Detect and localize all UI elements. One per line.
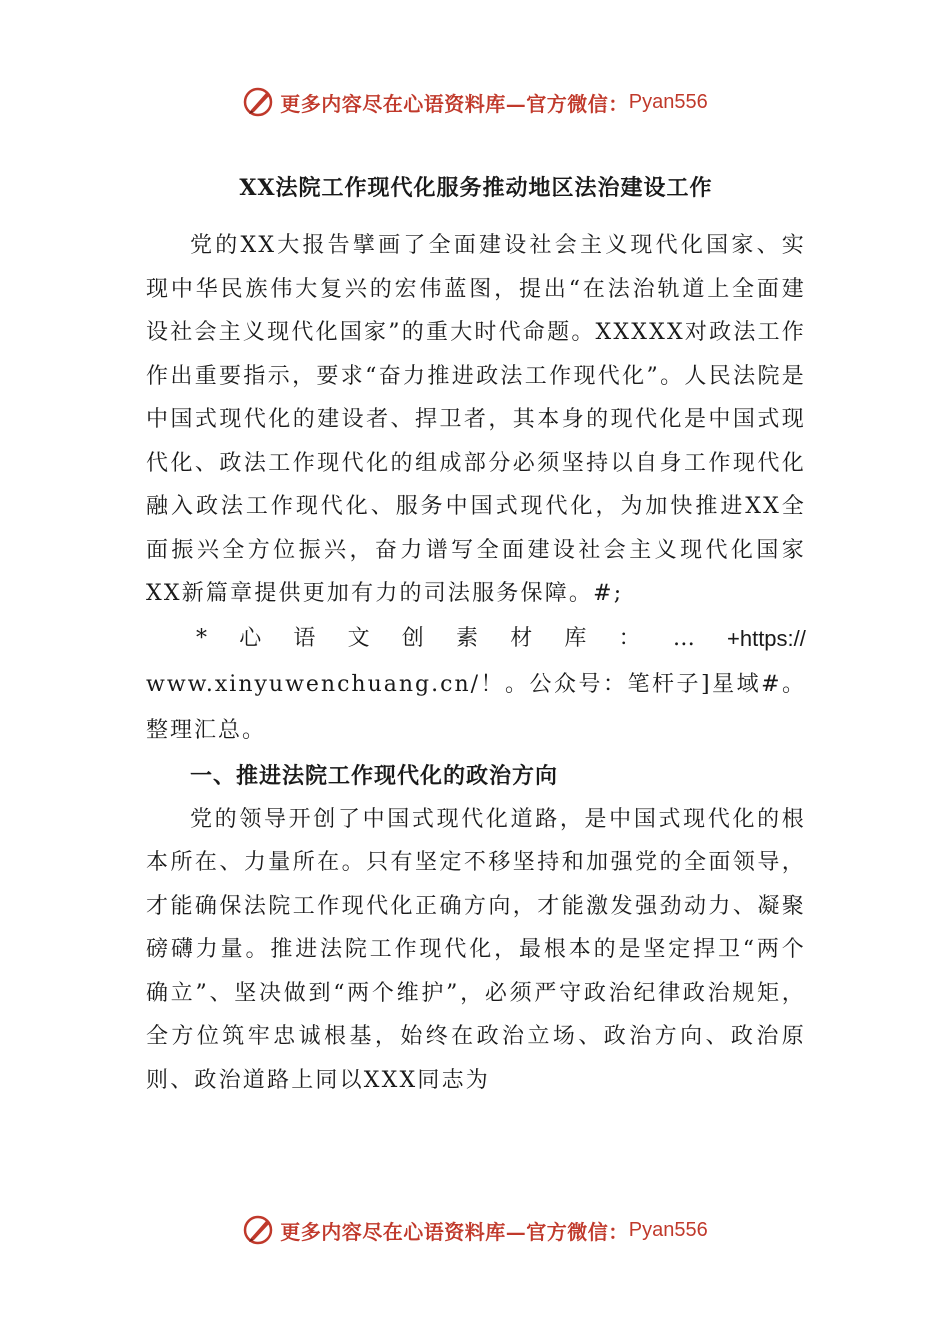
banner-wechat-id: Pyan556 [628, 1218, 708, 1241]
document-title: XX法院工作现代化服务推动地区法治建设工作 [239, 175, 713, 201]
source-char: … [672, 625, 697, 651]
banner-text: 更多内容尽在心语资料库—官方微信： [280, 91, 629, 116]
source-char: 语 [293, 625, 318, 651]
source-char: 素 [456, 625, 481, 651]
pen-seal-icon [242, 85, 276, 119]
source-char: ： [618, 625, 643, 651]
source-char: 文 [347, 625, 372, 651]
source-char: 材 [510, 625, 535, 651]
source-char: 创 [401, 625, 426, 651]
source-first-line [146, 616, 806, 662]
section-body-1: 党的领导开创了中国式现代化道路，是中国式现代化的根本所在、力量所在。只有坚定不移坚持和加强党的全面领导，才能确保法院工作现代化正确方向，才能激发强劲动力、凝聚磅礴力量。推进法院工作现代化，最根本的是坚定捍卫“两个确立”、坚决做到“两个维护”，必须严守政治纪律政治规矩，全方位筑牢忠诚根基，始终在政治立场、政治方向、政治原则、政治道路上同以XXX同志为 [146, 806, 806, 1093]
footer-banner [0, 1210, 950, 1250]
document-body [146, 168, 806, 1102]
banner-wechat-id: Pyan556 [628, 90, 708, 113]
header-banner [0, 82, 950, 122]
source-char: 心 [239, 625, 264, 651]
source-paragraph [146, 616, 806, 754]
pen-seal-icon [242, 1213, 276, 1247]
intro-paragraph: 党的XX大报告擘画了全面建设社会主义现代化国家、实现中华民族伟大复兴的宏伟蓝图，提出“在法治轨道上全面建设社会主义现代化国家”的重大时代命题。XXXXX对政法工作作出重要指示，要求“奋力推进政法工作现代化”。人民法院是中国式现代化的建设者、捍卫者，其本身的现代化是中国式现代化、政法工作现代化的组成部分必须坚持以自身工作现代化融入政法工作现代化、服务中国式现代化，为加快推进XX全面振兴全方位振兴，奋力谱写全面建设社会主义现代化国家XX新篇章提供更加有力的司法服务保障。#; [146, 233, 806, 606]
source-rest: www.xinyuwenchuang.cn/！。公众号：笔杆子]星域#。整理汇总。 [146, 671, 806, 743]
source-char: * [196, 625, 209, 651]
banner-text: 更多内容尽在心语资料库—官方微信： [280, 1219, 629, 1244]
section-heading-1: 一、推进法院工作现代化的政治方向 [190, 762, 559, 789]
source-url-start: +https:// [727, 625, 806, 651]
source-char: 库 [564, 625, 589, 651]
